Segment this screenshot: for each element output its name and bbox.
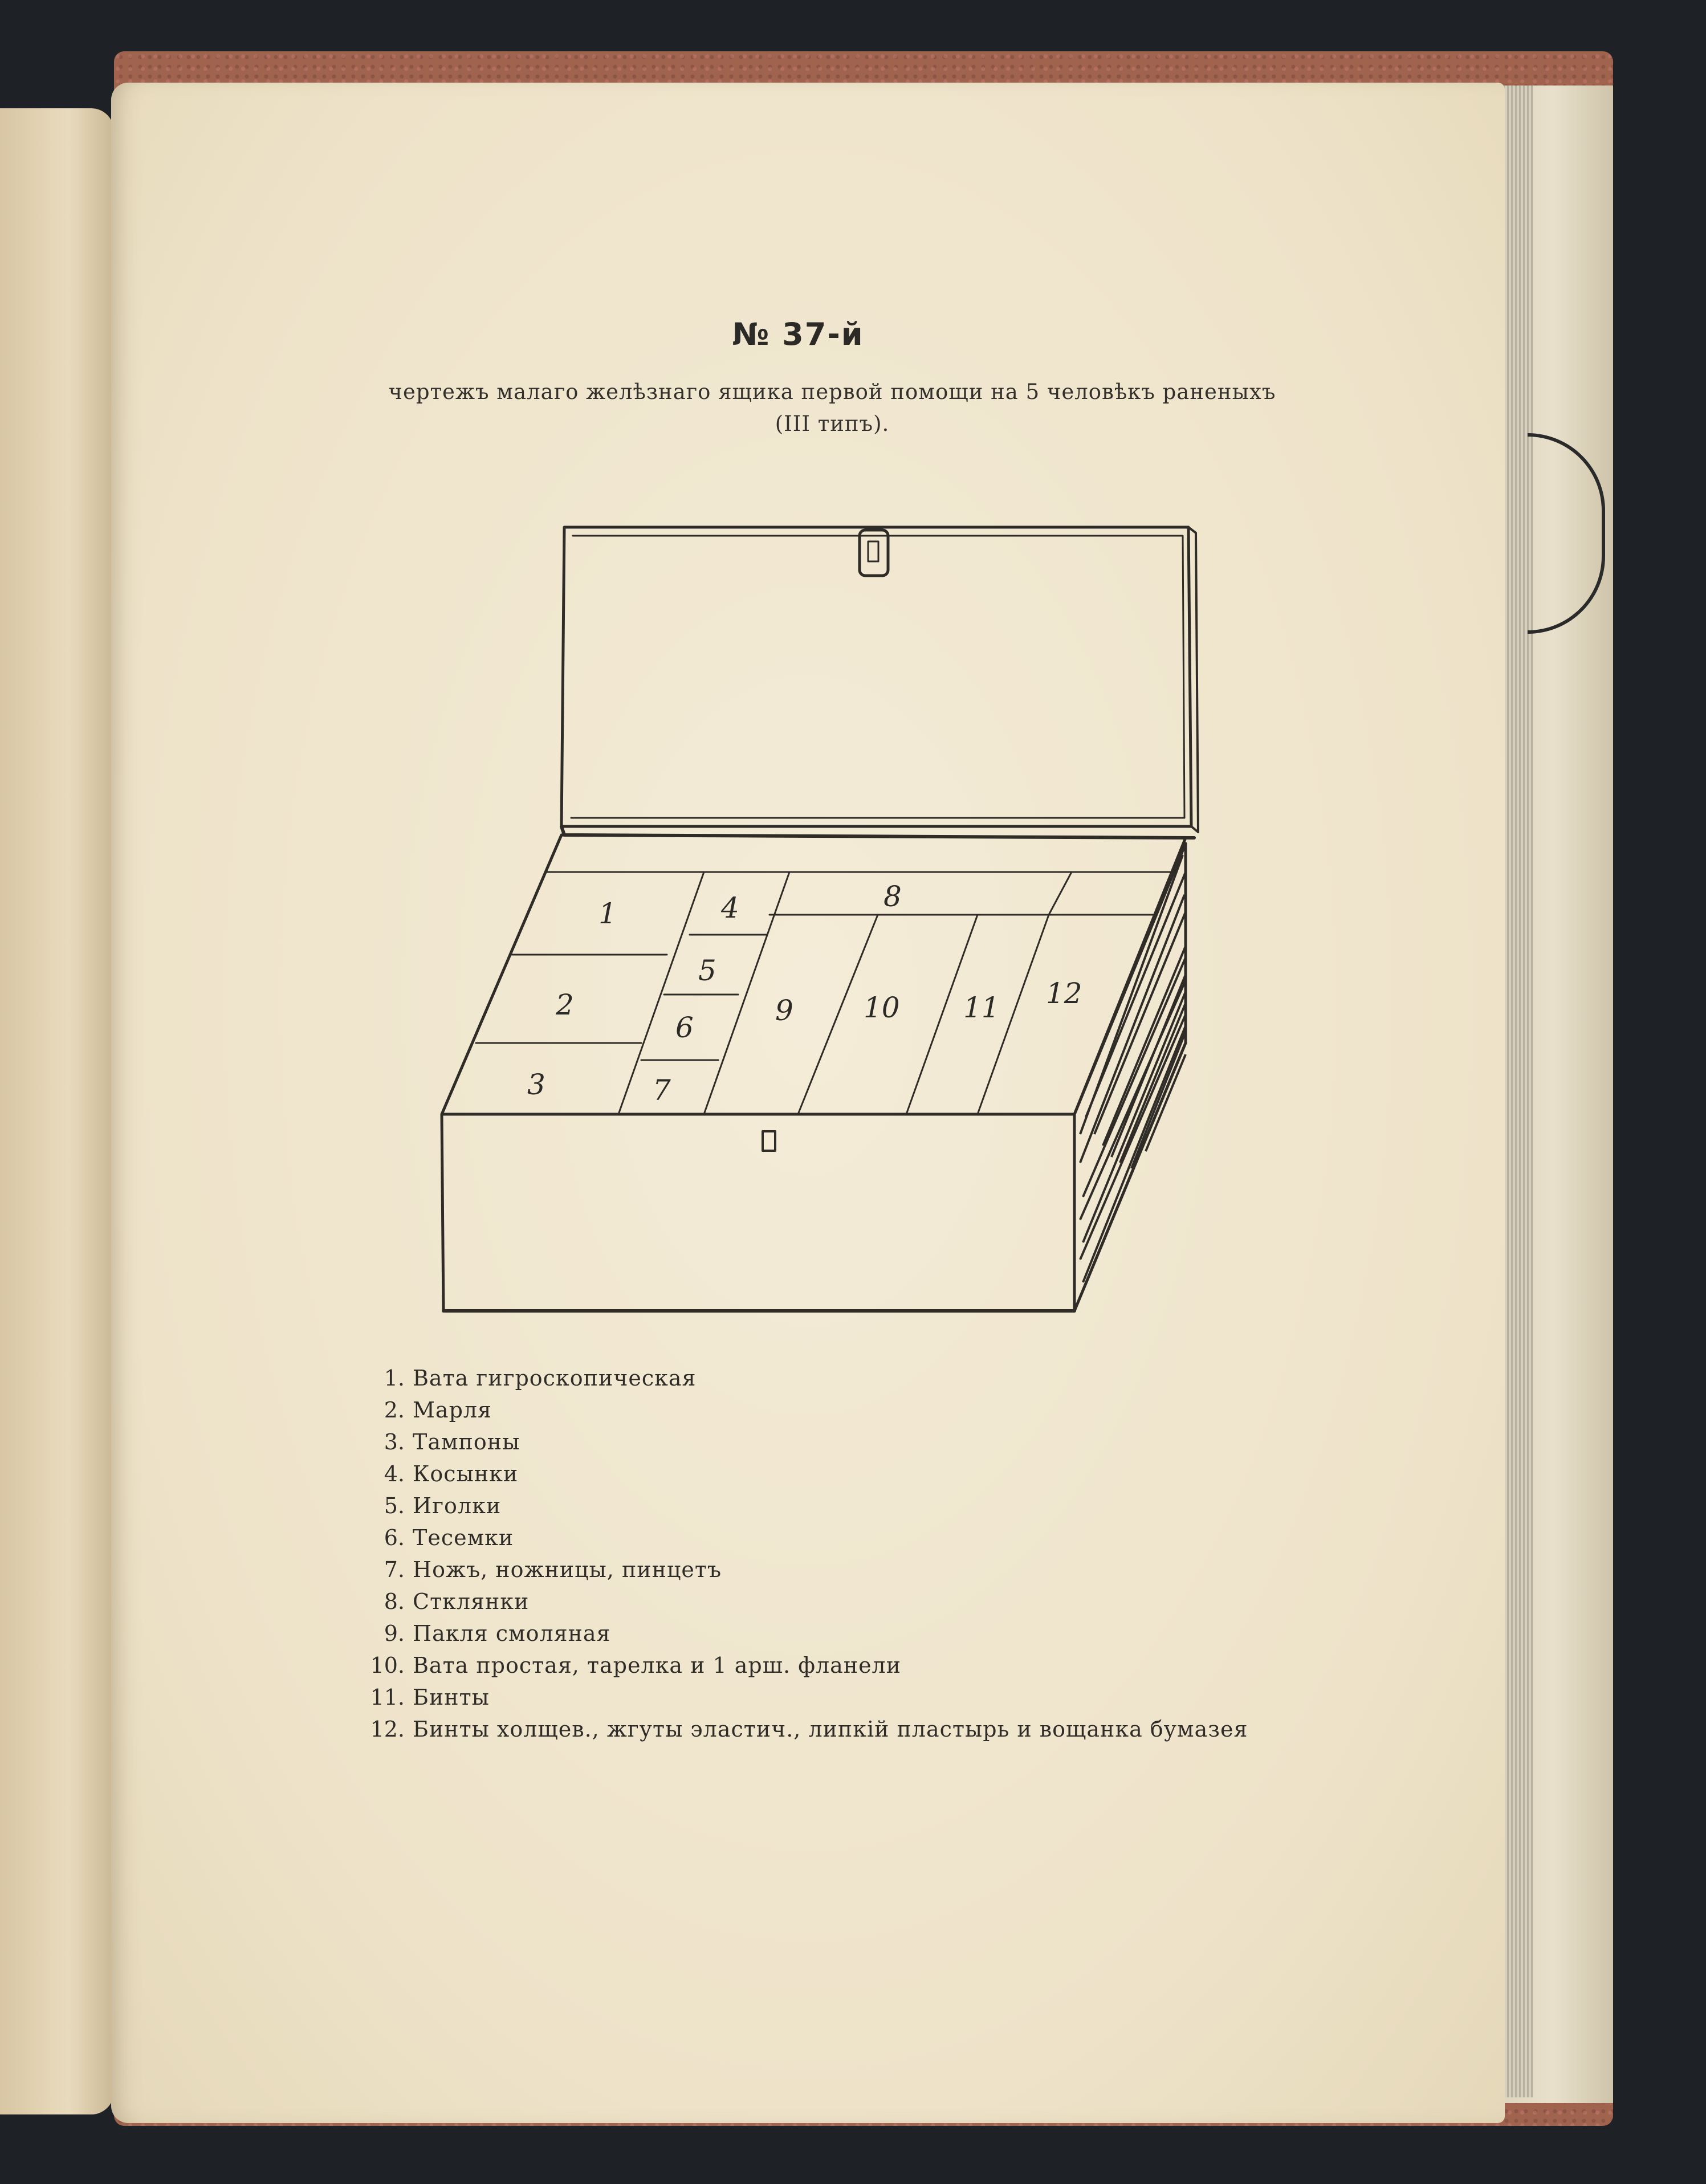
legend-item xyxy=(353,1426,1322,1458)
legend-number: 3. xyxy=(384,1429,405,1454)
compartment-label-1: 1 xyxy=(598,897,617,930)
lid-clasp-slot xyxy=(868,541,878,561)
compartment-label-11: 11 xyxy=(963,991,1000,1024)
legend-item xyxy=(353,1586,1322,1617)
legend-item xyxy=(353,1490,1322,1522)
legend-number: 9. xyxy=(384,1621,405,1646)
legend-item xyxy=(353,1394,1322,1426)
compartment-label-7: 7 xyxy=(653,1074,671,1107)
legend-text: Иголки xyxy=(413,1493,502,1518)
legend-number: 7. xyxy=(384,1557,405,1582)
legend-text: Тесемки xyxy=(413,1525,514,1550)
contents-legend xyxy=(353,1362,1322,1745)
compartment-label-4: 4 xyxy=(721,891,739,924)
legend-item xyxy=(353,1681,1322,1713)
legend-item xyxy=(353,1458,1322,1490)
legend-text: Пакля смоляная xyxy=(413,1621,611,1646)
legend-item xyxy=(353,1522,1322,1554)
legend-item xyxy=(353,1362,1322,1394)
compartment-label-2: 2 xyxy=(556,988,574,1021)
caption-line-2: (III типъ). xyxy=(775,411,890,436)
compartment-label-6: 6 xyxy=(675,1011,694,1044)
legend-text: Марля xyxy=(413,1397,492,1423)
compartment-label-10: 10 xyxy=(864,991,900,1024)
compartment-label-9: 9 xyxy=(775,994,793,1027)
legend-text: Тампоны xyxy=(413,1429,520,1454)
legend-number: 1. xyxy=(384,1366,405,1391)
compartment-label-12: 12 xyxy=(1046,977,1082,1010)
legend-item xyxy=(353,1554,1322,1586)
divider-small-column xyxy=(704,872,789,1114)
side-face-hatching xyxy=(1080,855,1186,1282)
divider-12 xyxy=(1049,872,1072,915)
legend-text: Косынки xyxy=(413,1461,519,1486)
legend-number: 11. xyxy=(370,1685,405,1710)
legend-text: Бинты xyxy=(413,1685,490,1710)
lid-outline xyxy=(561,527,1191,826)
compartment-label-5: 5 xyxy=(698,954,716,987)
legend-text: Бинты холщев., жгуты эластич., липкiй пластырь и вощанка бумазея xyxy=(413,1717,1248,1742)
legend-number: 5. xyxy=(384,1493,405,1518)
page-title: № 37-й xyxy=(732,316,864,352)
legend-number: 2. xyxy=(384,1397,405,1423)
compartment-label-3: 3 xyxy=(527,1068,545,1101)
legend-number: 8. xyxy=(384,1589,405,1614)
lid-inner-frame xyxy=(571,536,1184,818)
legend-number: 4. xyxy=(384,1461,405,1486)
legend-item xyxy=(353,1713,1322,1745)
legend-text: Вата гигроскопическая xyxy=(413,1366,697,1391)
legend-number: 6. xyxy=(384,1525,405,1550)
tray-outline xyxy=(442,835,1186,1114)
front-clasp xyxy=(763,1131,775,1151)
legend-number: 12. xyxy=(370,1717,405,1742)
legend-item xyxy=(353,1649,1322,1681)
lid-clasp xyxy=(860,530,888,576)
legend-item xyxy=(353,1617,1322,1649)
legend-text: Стклянки xyxy=(413,1589,530,1614)
box-front-face xyxy=(442,1114,1074,1311)
caption-line-1: чертежъ малаго желѣзнаго ящика первой помощи на 5 человѣкъ раненыхъ xyxy=(388,380,1276,404)
legend-text: Вата простая, тарелка и 1 арш. фланели xyxy=(413,1653,902,1678)
legend-number: 10. xyxy=(370,1653,405,1678)
legend-text: Ножъ, ножницы, пинцетъ xyxy=(413,1557,722,1582)
compartment-label-8: 8 xyxy=(883,880,902,913)
